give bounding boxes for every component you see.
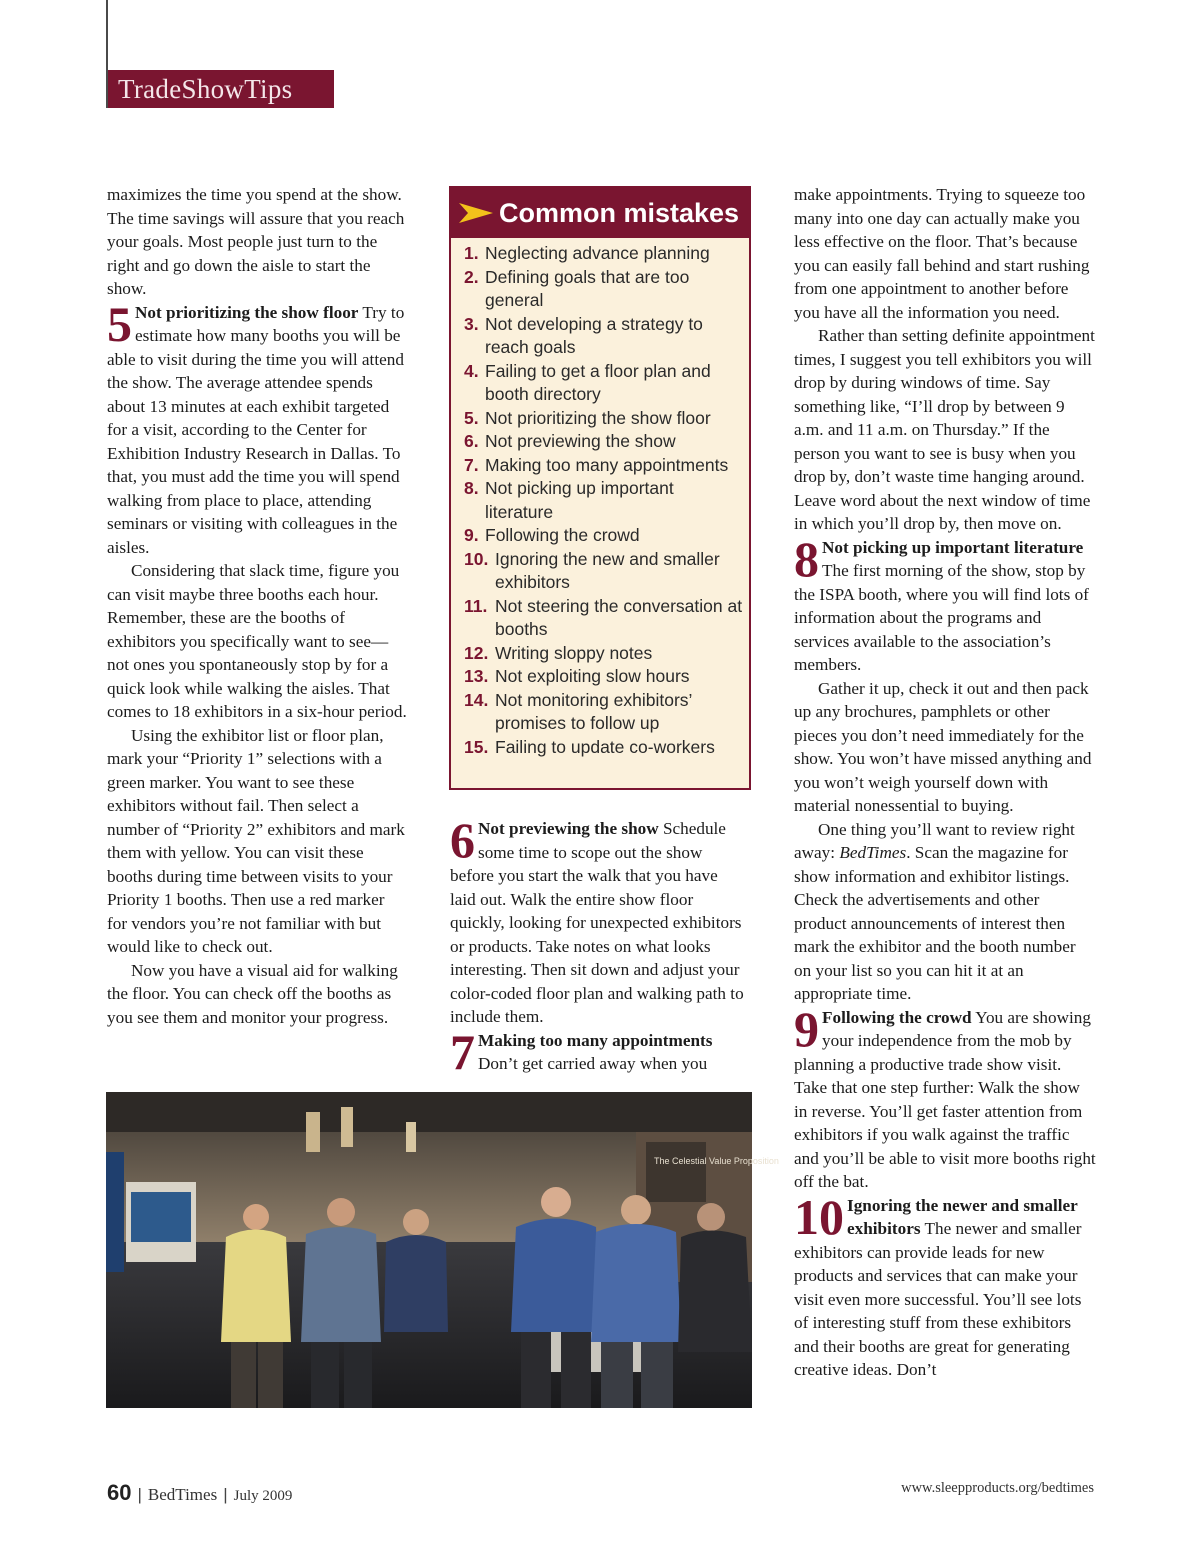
drop-cap: 9 — [794, 1000, 819, 1057]
drop-cap: 10 — [794, 1188, 844, 1245]
paragraph: make appointments. Trying to squeeze too many into one day can actually make you less effective on the floor. That’s because you can easily fall behind and start rushing from one appointment to another before you have all the information you need. — [794, 185, 1090, 322]
tip-heading: Making too many appointments — [478, 1030, 713, 1050]
tip-5 — [107, 295, 407, 560]
mistake-item — [464, 313, 743, 360]
mistake-text: Following the crowd — [485, 525, 640, 545]
mistakes-list — [451, 238, 749, 759]
page-number: 60 — [107, 1480, 132, 1505]
divider: | — [223, 1485, 228, 1504]
tip-10 — [794, 1188, 1096, 1382]
paragraph: Rather than setting definite appointment times, I suggest you tell exhibitors you will drop by during windows of time. Say something like, “I’ll drop by between 9 a.m. and 11 a.m. on Thursday.” If the person you want to see is busy when you drop by, don’t waste time hanging around. Leave word about the next window of time in which you’ll drop by, then move on. — [794, 326, 1095, 533]
drop-cap: 5 — [107, 295, 132, 352]
drop-cap: 7 — [450, 1023, 475, 1080]
tip-body: The first morning of the show, stop by the ISPA booth, where you will find lots of information about the programs and services available to the association’s members. — [794, 561, 1089, 674]
mistake-text: Ignoring the new and smaller exhibitors — [495, 548, 720, 592]
mistake-number: 4. — [464, 360, 479, 381]
mistake-text: Failing to update co-workers — [495, 736, 715, 757]
paragraph — [794, 818, 1096, 1006]
paragraph: Considering that slack time, figure you can visit maybe three booths each hour. Remember, these are the booths of exhibitors you specifically want to see—not ones you spontaneously stop by for a quick look while walking the aisles. That comes to 18 exhibitors in a six-hour period. — [107, 561, 407, 721]
text-run: One thing you’ll want to review right away: — [794, 819, 1075, 862]
mistake-text: Defining goals that are too general — [485, 266, 690, 310]
mistake-text: Not exploiting slow hours — [495, 666, 690, 686]
issue-date: July 2009 — [233, 1488, 293, 1504]
mistake-text: Not picking up important literature — [485, 478, 674, 522]
mistake-text: Writing sloppy notes — [495, 642, 653, 663]
page-footer-left — [107, 1480, 292, 1506]
drop-cap: 8 — [794, 530, 819, 587]
text-run: . Scan the magazine for show information and exhibitor listings. Check the advertisements and other product announcements of interest then mark the exhibitor and the booth number on your list so you can hit it at an appropriate time. — [794, 843, 1076, 1003]
mistake-item — [464, 266, 743, 313]
tip-heading: Not picking up important literature — [822, 537, 1084, 557]
tip-7 — [450, 1023, 746, 1080]
mistake-text: Not previewing the show — [485, 431, 676, 451]
tip-body: The newer and smaller exhibitors can provide leads for new products and services that can make your visit even more successful. You’ll see lots of interesting stuff from these exhibitors and their booths are great for generating creative ideas. Don’t — [794, 1219, 1082, 1379]
mistake-text: Not developing a strategy to reach goals — [485, 313, 703, 357]
mistake-number: 7. — [464, 454, 479, 475]
mistake-number: 14. — [464, 689, 489, 710]
tip-heading: Not prioritizing the show floor — [135, 302, 359, 322]
mistake-text: Neglecting advance planning — [485, 243, 710, 263]
tip-heading: Not previewing the show — [478, 819, 659, 838]
mistake-number: 5. — [464, 407, 479, 428]
mistake-item — [464, 642, 743, 666]
mistake-item — [464, 477, 743, 524]
mistake-number: 8. — [464, 478, 479, 498]
tip-body: You are showing your independence from the mob by planning a productive trade show visit. Take that one step further: Walk the show in reverse. You’ll get faster attention from exhibitors if you walk against the traffic and you’ll be able to visit more booths right off the bat. — [794, 1007, 1096, 1191]
mistake-number: 13. — [464, 666, 489, 686]
paragraph: Using the exhibitor list or floor plan, mark your “Priority 1” selections with a green marker. You want to see these exhibitors without fail. Then select a number of “Priority 2” exhibitors and mark them with yellow. You can visit these booths during time between visits to your Priority 1 booths. Then use a red marker for vendors you’re not familiar with but would like to check out. — [107, 725, 405, 956]
mistake-item — [464, 407, 743, 431]
mistake-item — [464, 736, 743, 760]
mistake-number: 10. — [464, 548, 489, 569]
section-label: TradeShowTips — [108, 70, 334, 108]
mistake-item — [464, 665, 743, 689]
drop-cap: 6 — [450, 812, 475, 868]
mistake-number: 3. — [464, 313, 479, 334]
tip-body: Don’t get carried away when you — [478, 1054, 708, 1073]
mistake-number: 15. — [464, 736, 489, 757]
magazine-title: BedTimes — [147, 1485, 218, 1504]
tip-heading: Ignoring the newer and smaller exhibitors — [847, 1195, 1078, 1238]
paragraph: maximizes the time you spend at the show. The time savings will assure that you reach your goals. Most people just turn to the right and go down the aisle to start the show. — [107, 185, 405, 298]
tip-9 — [794, 1000, 1096, 1194]
mistake-item — [464, 689, 743, 736]
mistake-text: Not prioritizing the show floor — [485, 407, 711, 428]
photo-illustration — [106, 1092, 779, 1408]
mistake-number: 9. — [464, 525, 479, 545]
common-mistakes-sidebar — [449, 186, 751, 790]
tip-body: Schedule some time to scope out the show before you start the walk that you have laid out. Walk the entire show floor quickly, looking for unexpected exhibitors or products. Take notes on what looks interesting. Then sit down and adjust your color-coded floor plan and walking path to include them. — [450, 819, 744, 1026]
arrow-icon — [459, 202, 493, 224]
mistake-number: 11. — [464, 595, 488, 616]
mistake-text: Making too many appointments — [485, 454, 729, 475]
mistake-item — [464, 242, 743, 266]
mistake-text: Failing to get a floor plan and booth directory — [485, 360, 711, 404]
article-column-3 — [794, 183, 1096, 1382]
mistake-number: 2. — [464, 266, 479, 287]
magazine-name: BedTimes — [839, 843, 907, 862]
tip-heading: Following the crowd — [822, 1007, 972, 1027]
mistake-number: 12. — [464, 642, 489, 663]
paragraph: Now you have a visual aid for walking the floor. You can check off the booths as you see them and monitor your progress. — [107, 960, 398, 1027]
mistake-item — [464, 360, 743, 407]
article-column-2 — [450, 812, 746, 1080]
sidebar-title: Common mistakes — [499, 198, 740, 228]
mistake-item — [464, 430, 743, 454]
tip-8 — [794, 530, 1096, 677]
tip-body: Try to estimate how many booths you will be able to visit during the time you will attend the show. The average attendee spends about 13 minutes at each exhibit targeted for a visit, according to the Center for Exhibition Industry Research in Dallas. To that, you must add the time you will spend walking from place to place, attending seminars or visiting with colleagues in the aisles. — [107, 302, 405, 557]
sidebar-header — [451, 188, 749, 238]
booth-sign-text: The Celestial Value Proposition — [654, 1156, 779, 1166]
mistake-text: Not monitoring exhibitors’ promises to follow up — [495, 689, 692, 733]
mistake-text: Not steering the conversation at booths — [495, 595, 743, 639]
mistake-item — [464, 524, 743, 548]
trade-show-photo — [106, 1092, 779, 1408]
paragraph: Gather it up, check it out and then pack up any brochures, pamphlets or other pieces you don’t need immediately for the show. You won’t have missed anything and you won’t weigh yourself down with material nonessential to buying. — [794, 678, 1092, 815]
mistake-item — [464, 595, 743, 642]
tip-6 — [450, 812, 746, 1029]
footer-url: www.sleepproducts.org/bedtimes — [901, 1480, 1094, 1496]
article-column-1 — [107, 183, 407, 1029]
mistake-item — [464, 454, 743, 478]
mistake-item — [464, 548, 743, 595]
divider: | — [137, 1485, 142, 1504]
mistake-number: 6. — [464, 431, 479, 451]
mistake-number: 1. — [464, 243, 479, 263]
